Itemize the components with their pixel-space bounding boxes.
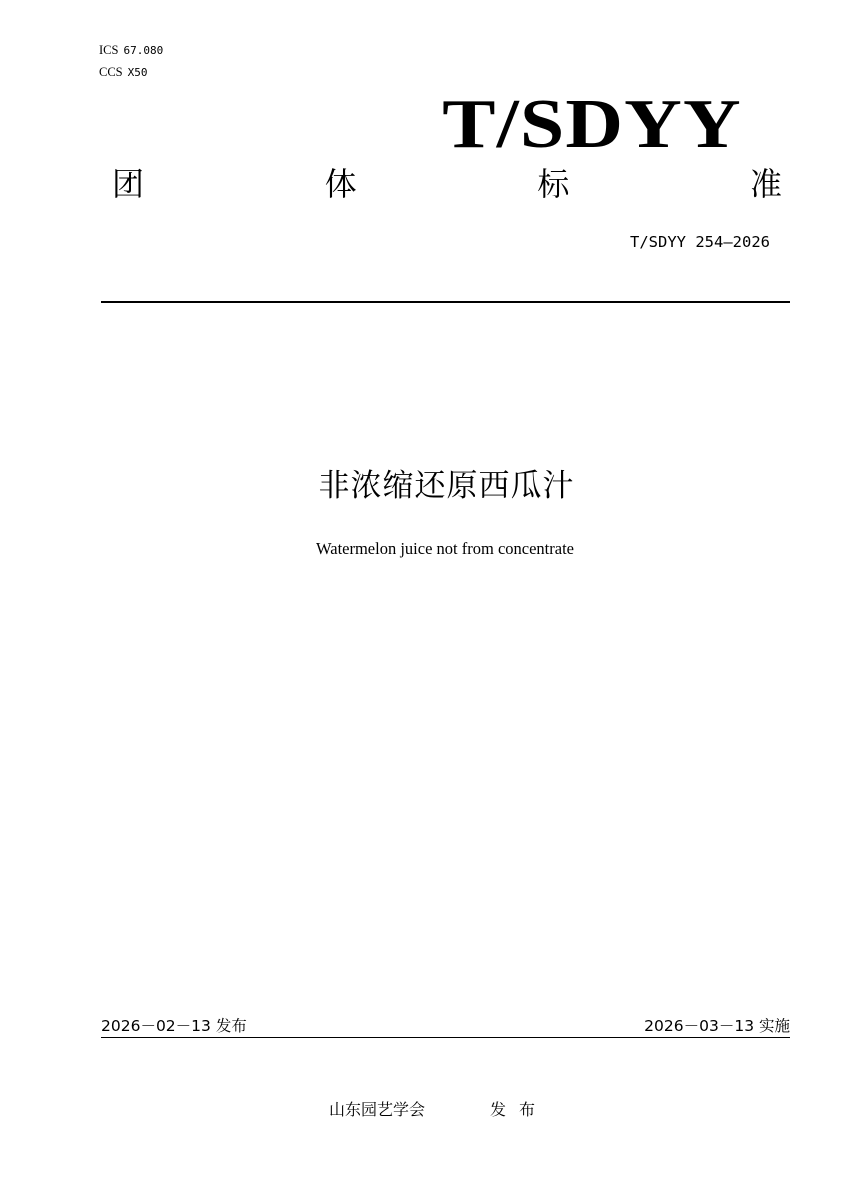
ccs-label: CCS <box>99 65 123 79</box>
bottom-divider <box>101 1037 790 1038</box>
ccs-code <box>99 65 148 80</box>
document-title-english: Watermelon juice not from concentrate <box>316 539 574 558</box>
document-title: 非浓缩还原西瓜汁 <box>318 468 575 504</box>
ics-code <box>99 43 163 58</box>
publish-label: 发布 <box>490 1100 549 1119</box>
publisher-name: 山东园艺学会 <box>329 1100 426 1119</box>
standard-number: T/SDYY 254—2026 <box>630 233 770 251</box>
publish-date: 2026－02－13 发布 <box>101 1017 247 1035</box>
ics-value: 67.080 <box>123 44 164 57</box>
standard-type-char: 体 <box>324 165 357 203</box>
top-divider <box>101 301 790 303</box>
ics-label: ICS <box>99 43 119 57</box>
standard-type-char: 标 <box>537 165 570 203</box>
standard-type-char: 团 <box>112 165 145 203</box>
standard-brand: T/SDYY <box>442 86 742 163</box>
standard-type-heading <box>112 164 782 204</box>
standard-type-char: 准 <box>749 165 782 203</box>
ccs-value: X50 <box>127 66 148 79</box>
implement-date: 2026－03－13 实施 <box>644 1017 790 1035</box>
